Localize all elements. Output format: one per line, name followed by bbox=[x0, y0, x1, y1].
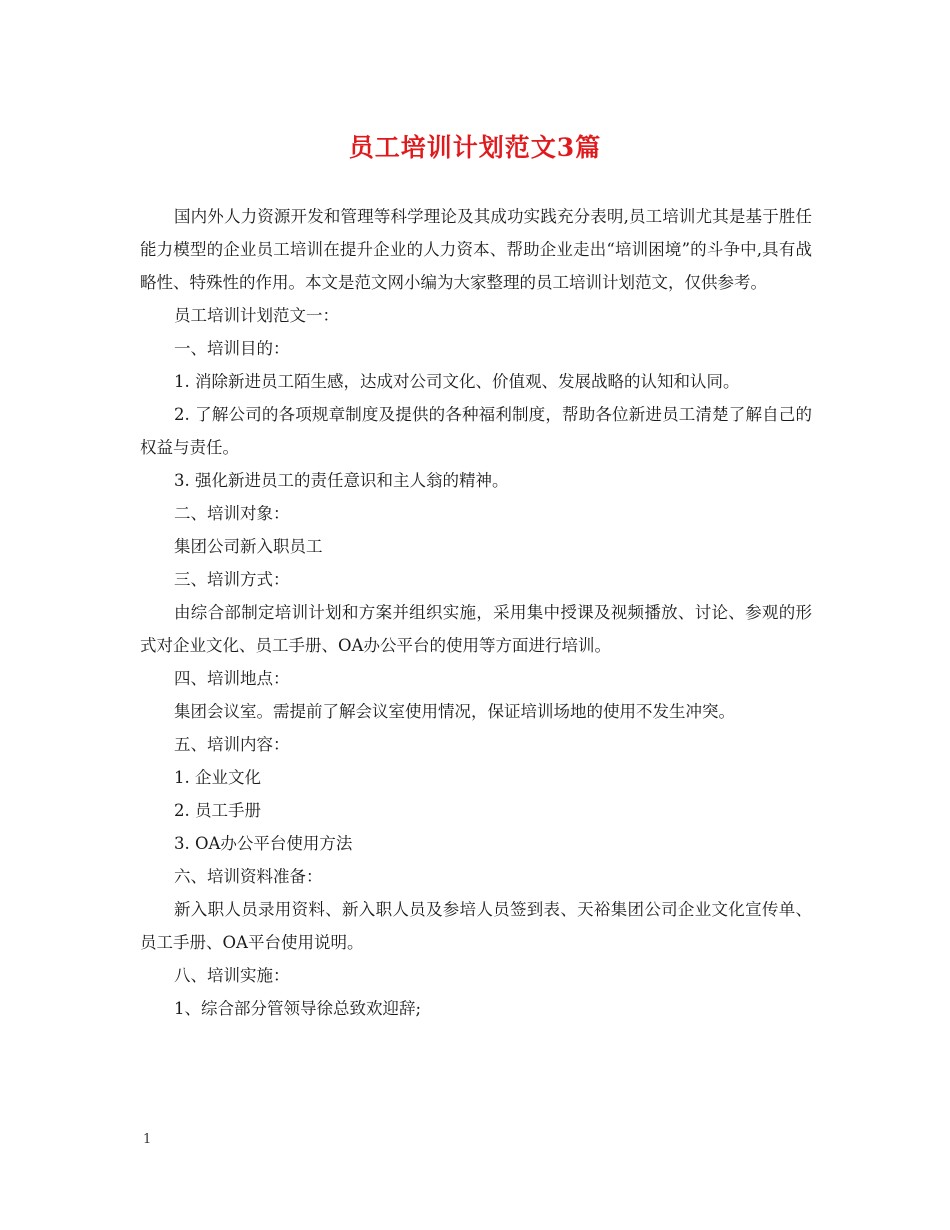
section-heading-audience: 二、培训对象： bbox=[174, 504, 290, 523]
document-title: 员工培训计划范文3篇 bbox=[348, 133, 602, 162]
content-item-3: 3. OA办公平台使用方法 bbox=[174, 834, 353, 853]
document-body bbox=[140, 200, 812, 1025]
section-heading-implementation: 八、培训实施： bbox=[174, 966, 290, 985]
purpose-item-2: 2. 了解公司的各项规章制度及提供的各种福利制度，帮助各位新进员工清楚了解自己的权益与责任。 bbox=[140, 405, 812, 457]
section-heading-purpose: 一、培训目的： bbox=[174, 339, 290, 358]
intro-paragraph: 国内外人力资源开发和管理等科学理论及其成功实践充分表明,员工培训尤其是基于胜任能力模型的企业员工培训在提升企业的人力资本、帮助企业走出“培训困境”的斗争中,具有战略性、特殊性的作用。本文是范文网小编为大家整理的员工培训计划范文，仅供参考。 bbox=[140, 207, 812, 292]
sample-heading: 员工培训计划范文一： bbox=[174, 306, 339, 325]
materials-text: 新入职人员录用资料、新入职人员及参培人员签到表、天裕集团公司企业文化宣传单、员工手册、OA平台使用说明。 bbox=[140, 900, 812, 952]
content-item-1: 1. 企业文化 bbox=[174, 768, 261, 787]
section-heading-content: 五、培训内容： bbox=[174, 735, 290, 754]
location-text: 集团会议室。需提前了解会议室使用情况，保证培训场地的使用不发生冲突。 bbox=[174, 702, 735, 721]
section-heading-location: 四、培训地点： bbox=[174, 669, 290, 688]
audience-text: 集团公司新入职员工 bbox=[174, 537, 323, 556]
section-heading-materials: 六、培训资料准备： bbox=[174, 867, 323, 886]
purpose-item-3: 3. 强化新进员工的责任意识和主人翁的精神。 bbox=[174, 471, 509, 490]
page-number: 1 bbox=[143, 1132, 152, 1147]
content-item-2: 2. 员工手册 bbox=[174, 801, 261, 820]
implementation-item-1: 1、综合部分管领导徐总致欢迎辞; bbox=[174, 999, 422, 1018]
section-heading-method: 三、培训方式： bbox=[174, 570, 290, 589]
method-text: 由综合部制定培训计划和方案并组织实施，采用集中授课及视频播放、讨论、参观的形式对企业文化、员工手册、OA办公平台的使用等方面进行培训。 bbox=[140, 603, 812, 655]
purpose-item-1: 1. 消除新进员工陌生感，达成对公司文化、价值观、发展战略的认知和认同。 bbox=[174, 372, 740, 391]
